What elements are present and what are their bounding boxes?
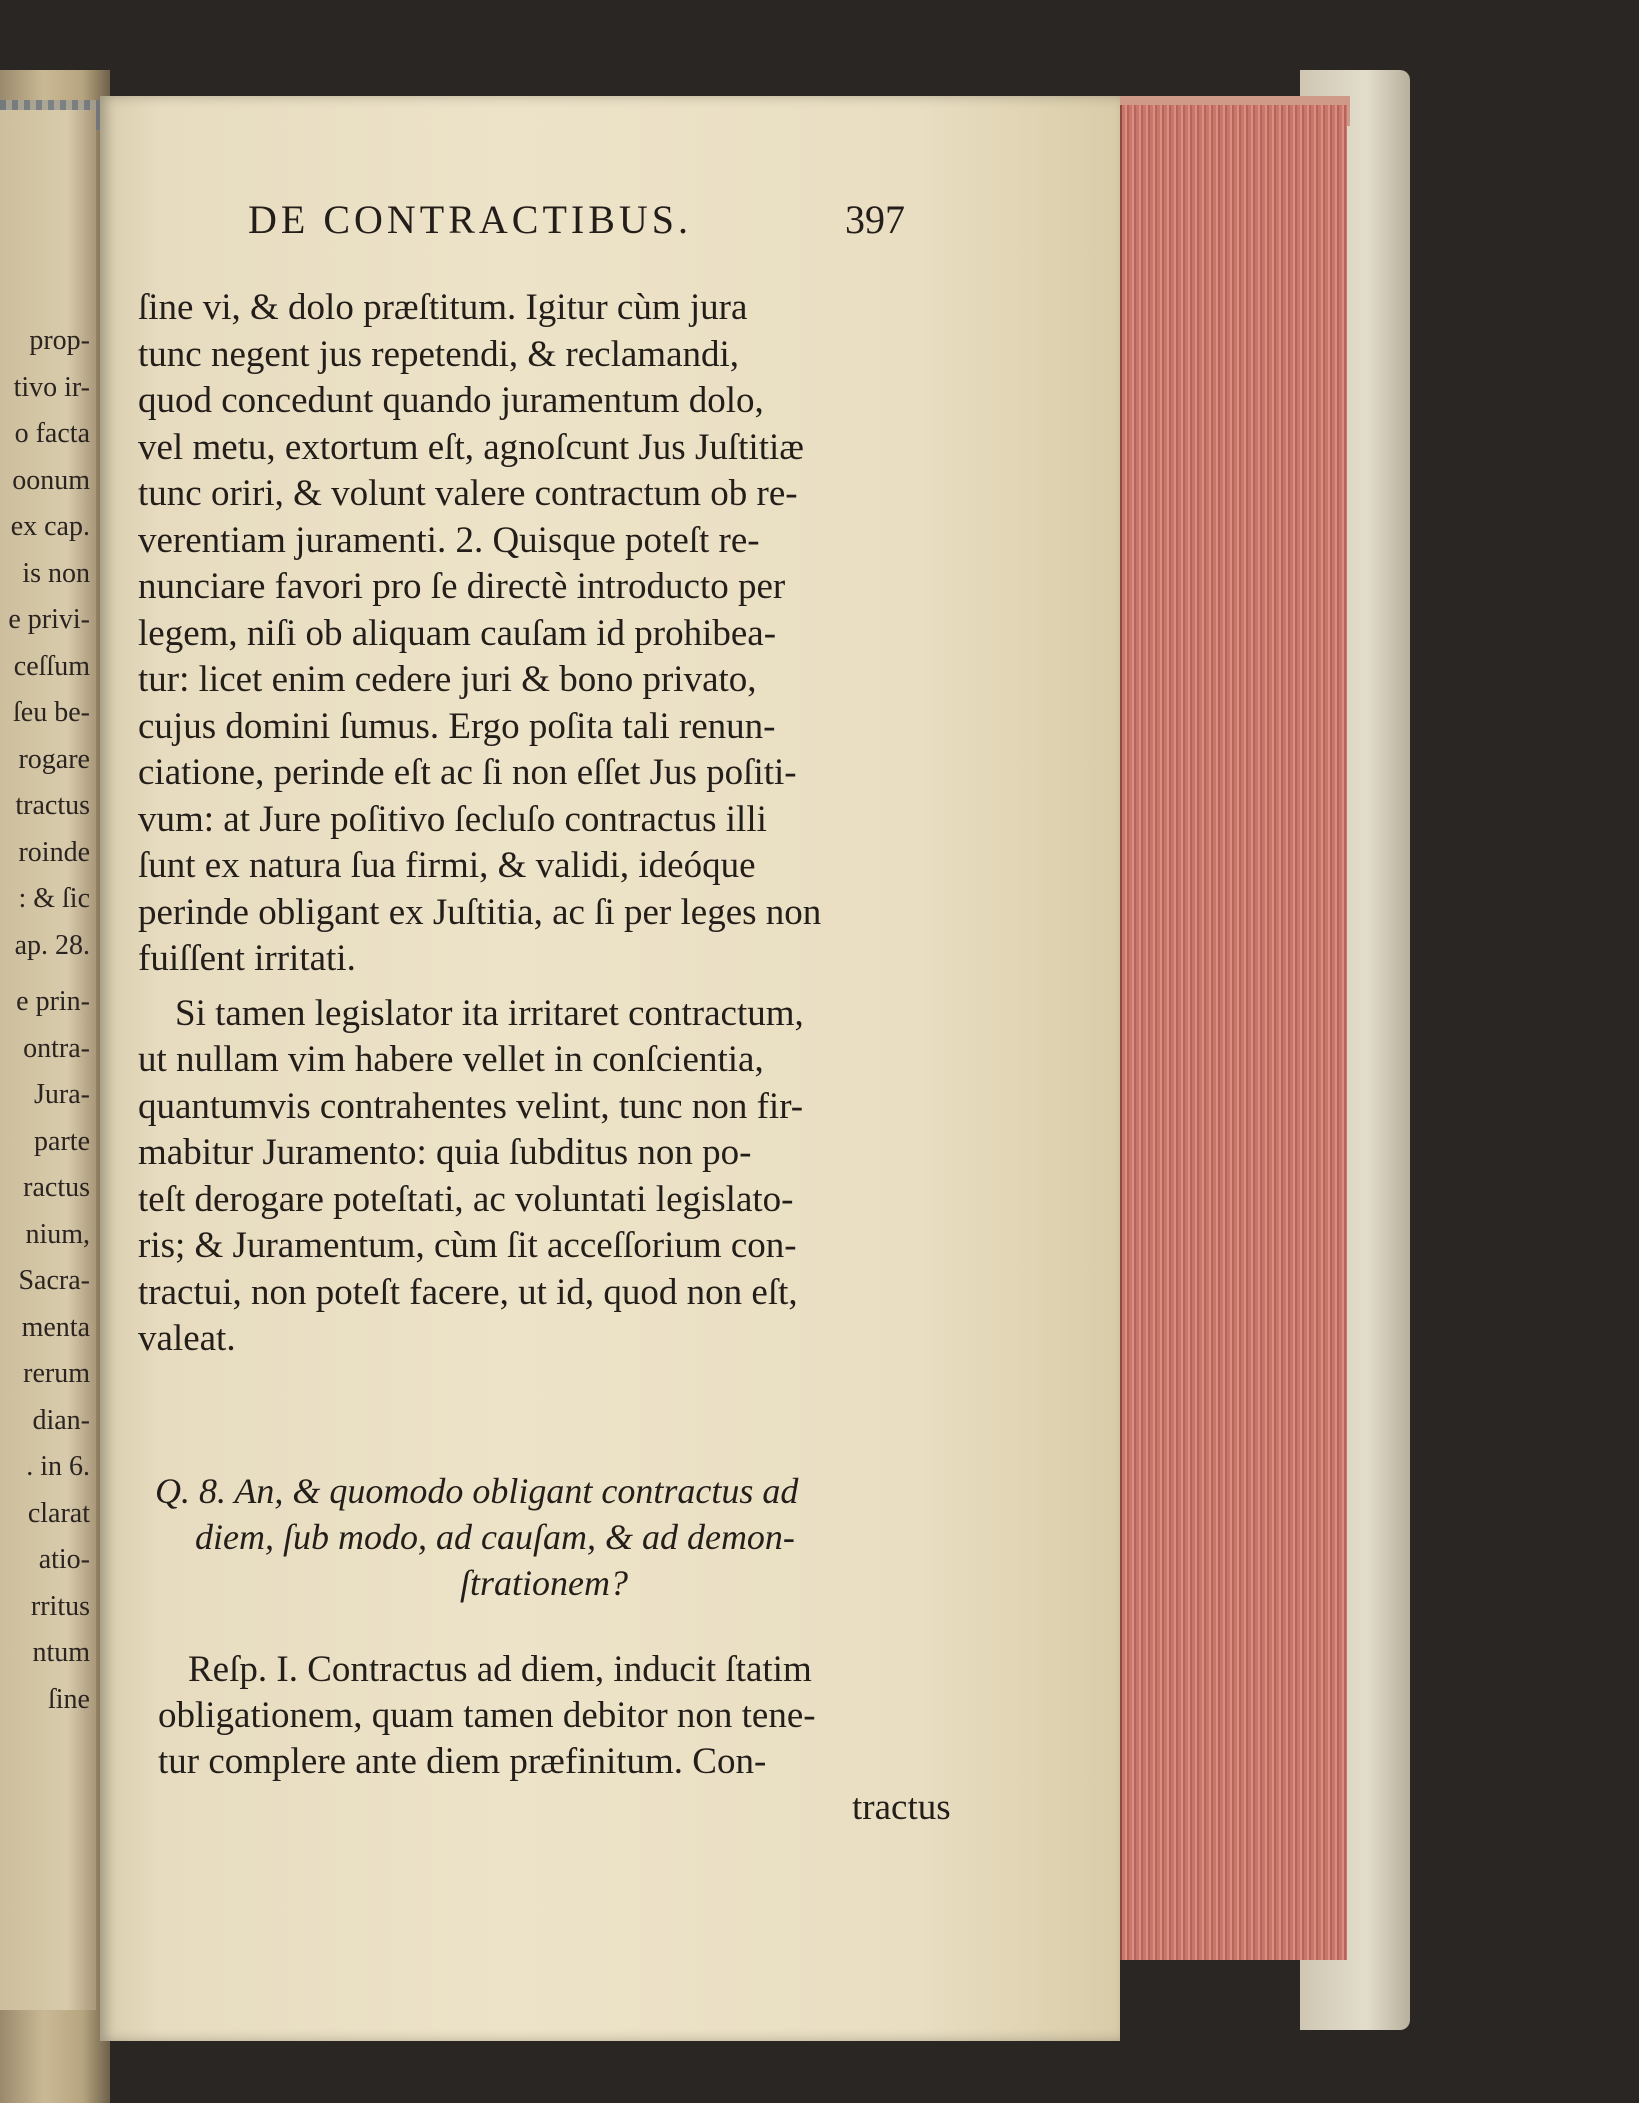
left-page-fragment: rogare <box>18 743 90 775</box>
question-line: Q. 8. An, & quomodo obligant contractus ad <box>155 1471 799 1511</box>
right-page <box>100 96 1120 2041</box>
left-page-fragment: nium, <box>25 1218 90 1250</box>
text-line: quod concedunt quando juramentum dolo, <box>138 380 764 421</box>
left-page-fragment: ſine <box>48 1683 90 1715</box>
red-page-edges <box>1120 105 1347 1960</box>
running-title: DE CONTRACTIBUS. <box>248 197 693 242</box>
text-line: ſine vi, & dolo præſtitum. Igitur cùm jura <box>138 287 748 328</box>
left-page-fragment: tivo ir- <box>13 371 90 403</box>
response-line: tur complere ante diem præfinitum. Con- <box>158 1741 767 1782</box>
text-line: ſunt ex natura ſua firmi, & validi, ideóque <box>138 845 756 886</box>
response-line: Reſp. I. Contractus ad diem, inducit ſtatim <box>188 1649 812 1690</box>
text-line: tur: licet enim cedere juri & bono privato, <box>138 659 757 700</box>
left-page-fragment: Sacra- <box>18 1265 90 1296</box>
text-line: fuiſſent irritati. <box>138 938 356 979</box>
text-line: perinde obligant ex Juſtitia, ac ſi per leges non <box>138 891 822 933</box>
left-page-fragment: rritus <box>30 1590 90 1622</box>
text-line: ciatione, perinde eſt ac ſi non eſſet Jus poſiti- <box>138 752 797 793</box>
question-line: diem, ſub modo, ad cauſam, & ad demon- <box>195 1517 795 1557</box>
text-line: tunc oriri, & volunt valere contractum ob re- <box>138 473 798 514</box>
page-number: 397 <box>845 197 905 242</box>
left-page-fragment: tractus <box>15 790 90 821</box>
left-page-fragment: ex cap. <box>10 511 90 542</box>
text-line: mabitur Juramento: quia ſubditus non po- <box>138 1132 752 1173</box>
text-line: tractui, non poteſt facere, ut id, quod non eſt, <box>138 1271 798 1313</box>
left-page-fragment: rerum <box>23 1358 90 1389</box>
text-line: teſt derogare poteſtati, ac voluntati legislato- <box>138 1178 794 1220</box>
left-page-fragment: ractus <box>23 1172 90 1203</box>
left-page-fragment: : & ſic <box>18 883 90 914</box>
text-line: nunciare favori pro ſe directè introducto per <box>138 566 786 607</box>
text-line: valeat. <box>138 1318 236 1359</box>
left-page-fragment: roinde <box>18 836 90 868</box>
left-page <box>0 110 96 2010</box>
left-page-fragment: dian- <box>32 1404 90 1436</box>
text-line: cujus domini ſumus. Ergo poſita tali renun- <box>138 705 776 747</box>
left-page-fragment: ap. 28. <box>14 929 90 961</box>
text-line: ris; & Juramentum, cùm ſit acceſſorium con- <box>138 1225 797 1266</box>
question-line: ſtrationem? <box>460 1563 628 1603</box>
left-page-fragment: . in 6. <box>26 1451 90 1482</box>
left-page-fragment: e privi- <box>8 604 90 635</box>
left-page-fragment: ceſſum <box>13 650 90 682</box>
text-line: verentiam juramenti. 2. Quisque poteſt re- <box>138 519 760 561</box>
text-line: quantumvis contrahentes velint, tunc non fir- <box>138 1085 804 1127</box>
left-page-fragment: parte <box>34 1125 90 1157</box>
left-page-fragment: o facta <box>14 418 90 449</box>
left-page-fragment: Jura- <box>34 1079 90 1110</box>
response-line: tractus <box>852 1787 951 1828</box>
left-page-fragment: ontra- <box>23 1032 90 1064</box>
left-page-fragment: ſeu be- <box>13 697 90 728</box>
left-page-fragment: oonum <box>12 464 90 496</box>
text-line: tunc negent jus repetendi, & reclamandi, <box>138 333 740 375</box>
left-page-fragment: atio- <box>38 1544 90 1575</box>
response-line: obligationem, quam tamen debitor non tene- <box>158 1695 816 1736</box>
text-line: Si tamen legislator ita irritaret contractum, <box>175 992 804 1034</box>
text-line: ut nullam vim habere vellet in conſcientia, <box>138 1039 764 1080</box>
text-line: legem, niſi ob aliquam cauſam id prohibea- <box>138 612 777 654</box>
left-page-fragment: prop- <box>29 325 90 356</box>
left-page-fragment: menta <box>21 1311 90 1343</box>
left-page-fragment: e prin- <box>16 986 90 1017</box>
left-page-fragment: ntum <box>32 1637 90 1668</box>
left-page-fragment: is non <box>22 557 90 589</box>
text-line: vum: at Jure poſitivo ſecluſo contractus illi <box>138 798 767 840</box>
text-line: vel metu, extortum eſt, agnoſcunt Jus Juſtitiæ <box>138 426 804 468</box>
left-page-fragment: clarat <box>27 1497 90 1529</box>
